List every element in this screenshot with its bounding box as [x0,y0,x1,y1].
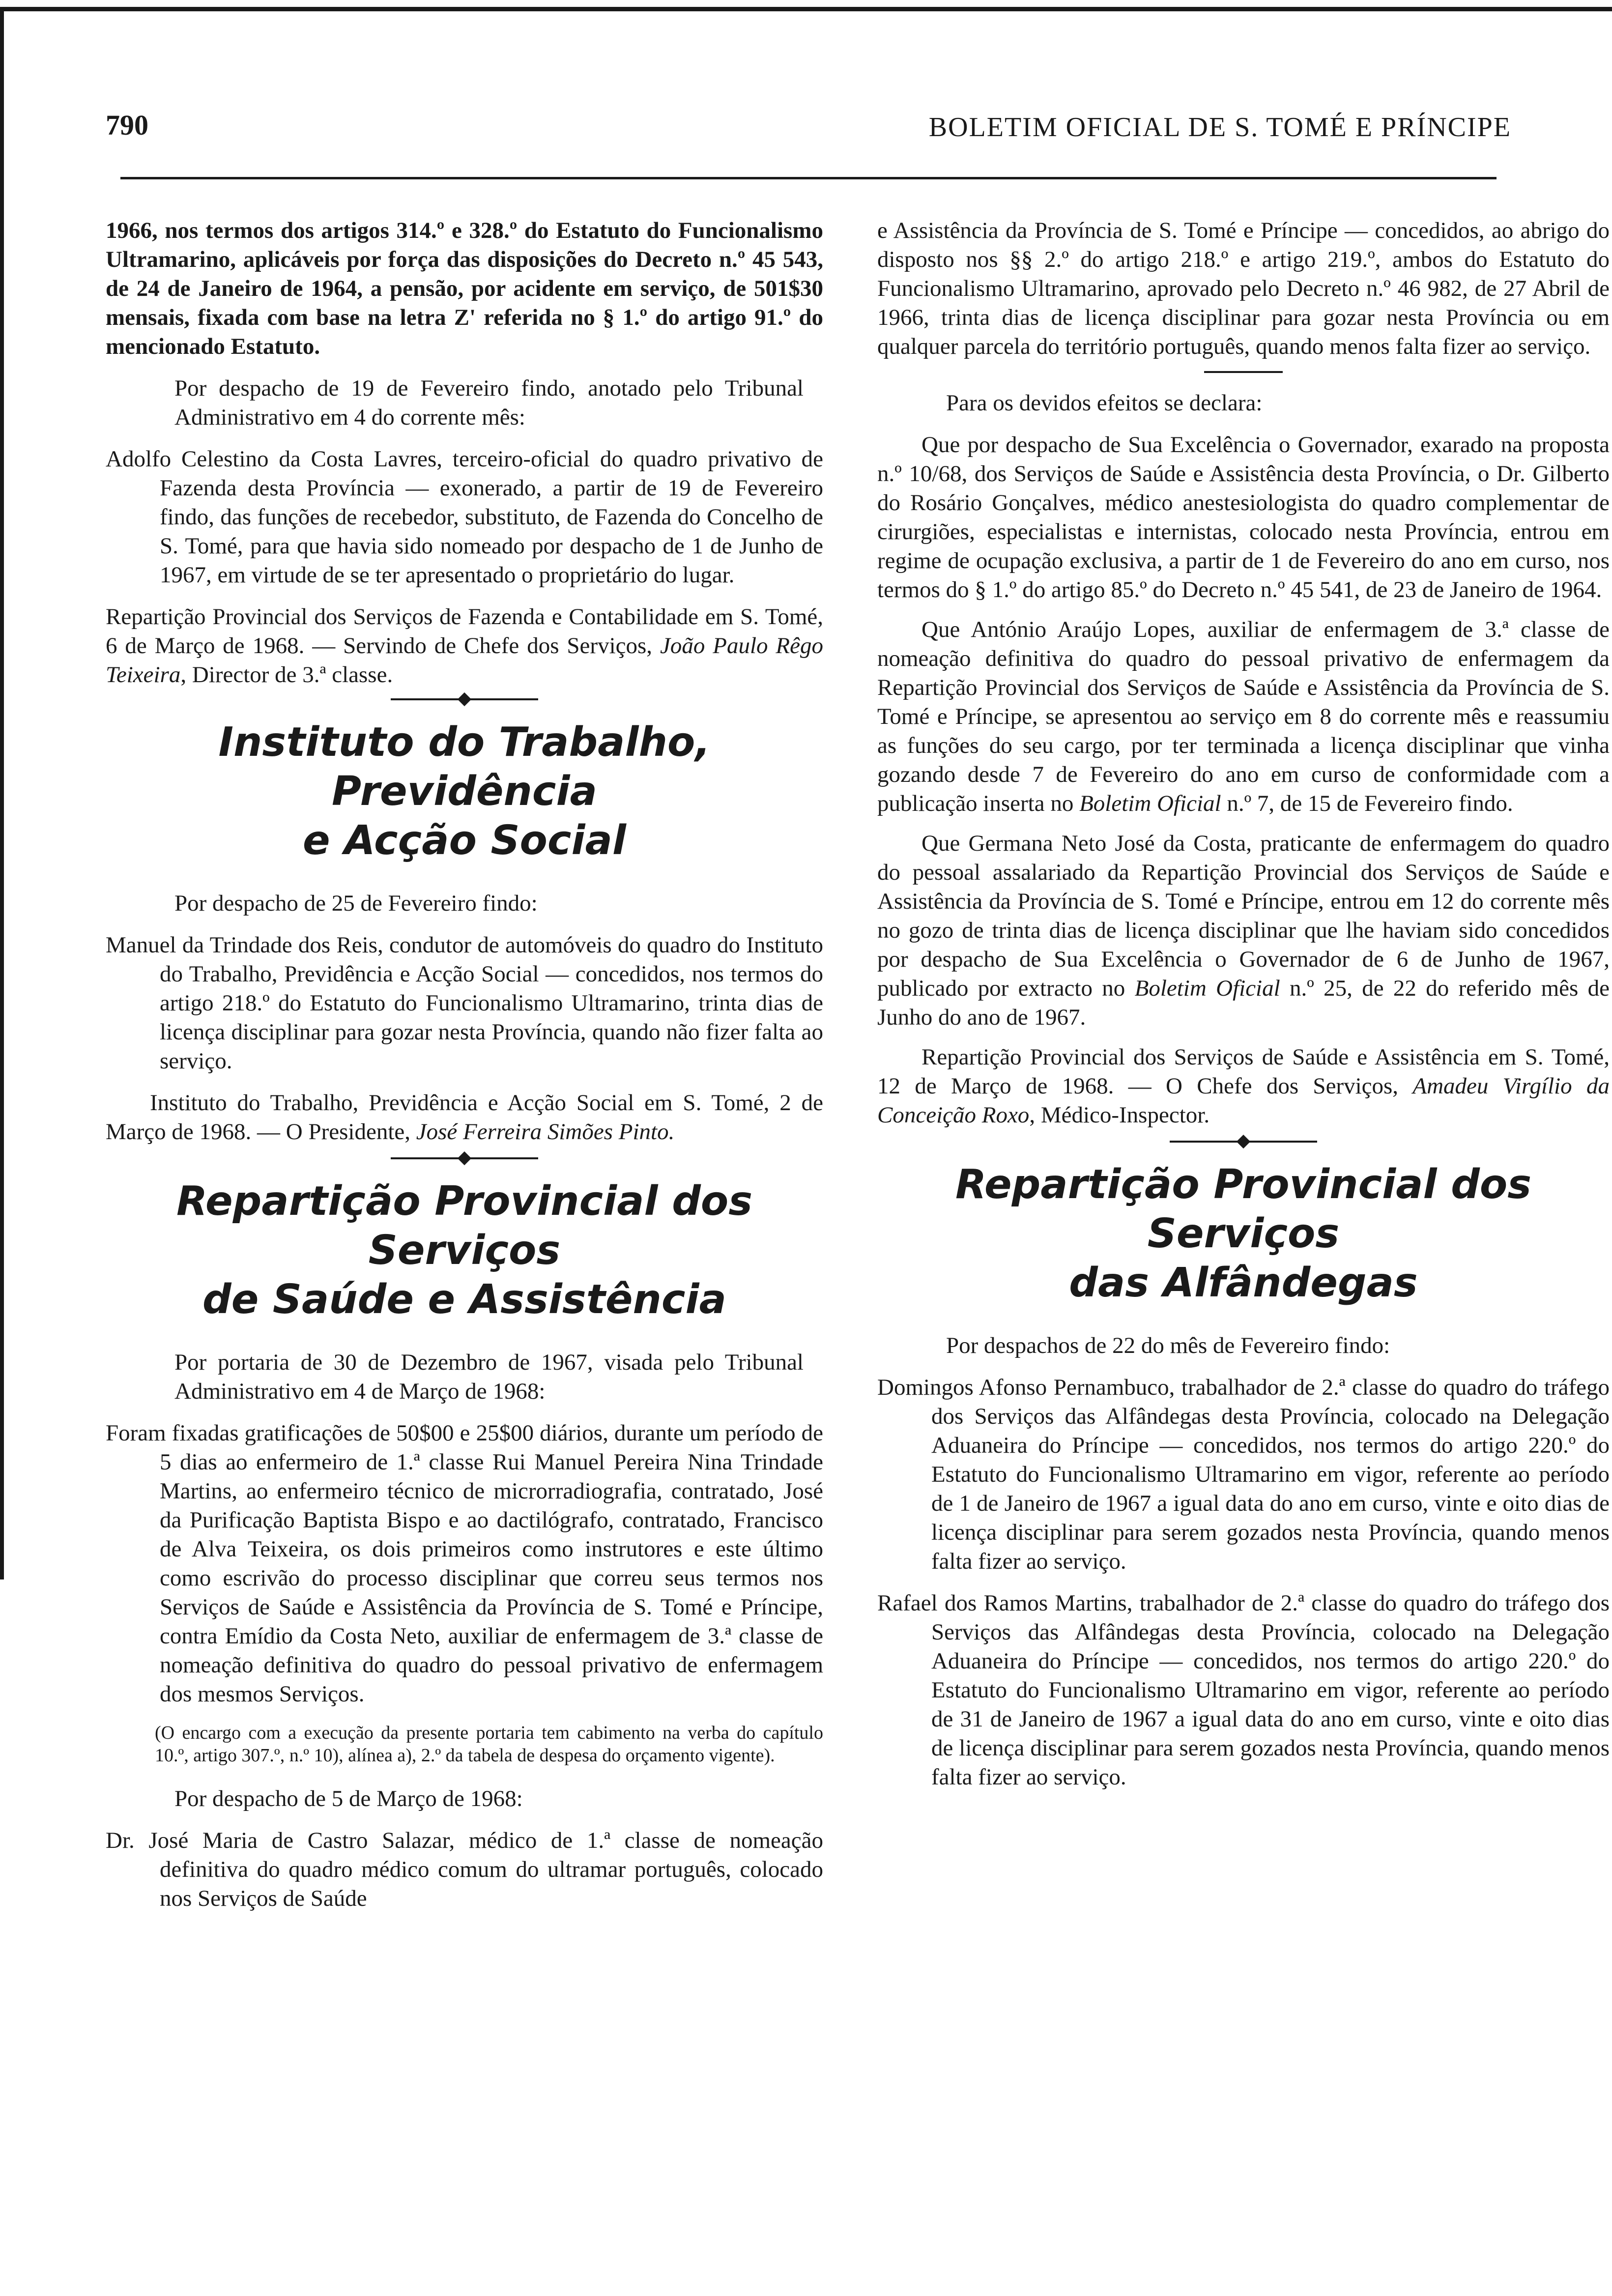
section-divider [1170,1141,1317,1143]
section-title-instituto-line1: Instituto do Trabalho, Previdência [218,719,711,815]
journal-title: BOLETIM OFICIAL DE S. TOMÉ E PRÍNCIPE [928,112,1511,143]
entry-germana-costa-tail: n.º 25, de 22 do referido mês de Junho do ano de 1967. [877,976,1610,1030]
signature-fazenda-tail: , Director de 3.ª classe. [180,662,393,688]
entry-germana-costa [877,829,1610,1032]
divider-diamond-icon [1237,1135,1250,1148]
despacho-intro-4: Por despacho de 5 de Março de 1968: [174,1786,523,1811]
entry-antonio-lopes-tail: n.º 7, de 15 de Fevereiro findo. [1221,791,1513,816]
signature-fazenda [106,603,823,689]
signature-fazenda-name: João Paulo Rêgo Teixeira [106,633,823,688]
section-title-saude-line1: Repartição Provincial dos Serviços [176,1178,753,1274]
entry-adolfo-lavres: Adolfo Celestino da Costa Lavres, terceiro-oficial do quadro privativo de Fazenda desta Província — exonerado, a partir de 19 de Fevereiro findo, das funções de recebedor, substituto, de Fazenda do Concelho de S. Tomé, para que havia sido nomeado por despacho de 1 de Junho de 1967, em virtude de se ter apresentado o proprietário do lugar. [106,446,823,588]
boletim-oficial-ref-2: Boletim Oficial [1134,976,1280,1001]
despachos-intro: Por despachos de 22 do mês de Fevereiro findo: [946,1333,1390,1358]
section-divider [391,698,538,700]
entry-manuel-reis: Manuel da Trindade dos Reis, condutor de automóveis do quadro do Instituto do Trabalho, Previdência e Acção Social — concedidos, nos termos do artigo 218.º do Estatuto do Funcionalismo Ultramarino, trinta dias de licença disciplinar para gozar nesta Província, quando não fizer falta ao serviço. [106,932,823,1074]
entry-antonio-lopes-text: Que António Araújo Lopes, auxiliar de enfermagem de 3.ª classe de nomeação definitiva do quadro do pessoal privativo de enfermagem da Repartição Provincial dos Serviços de Saúde e Assistência da Província de S. Tomé e Príncipe, se apresentou ao serviço em 8 do corrente mês e reassumiu as funções do seu cargo, por ter terminada a licença disciplinar que vinha gozando desde 7 de Fevereiro do ano em curso de conformidade com a publicação inserta no [877,617,1610,816]
portaria-intro: Por portaria de 30 de Dezembro de 1967, visada pelo Tribunal Administrativo em 4 de Março de 1968: [174,1349,804,1404]
salazar-continuation: e Assistência da Província de S. Tomé e Príncipe — concedidos, ao abrigo do disposto nos §§ 2.º do artigo 218.º e artigo 219.º, ambos do Estatuto do Funcionalismo Ultramarino, aprovado pelo Decreto n.º 46 982, de 27 Abril de 1966, trinta dias de licença disciplinar para gozar nesta Província ou em qualquer parcela do território português, quando menos falta fizer ao serviço. [877,218,1610,359]
despacho-intro-1: Por despacho de 19 de Fevereiro findo, anotado pelo Tribunal Administrativo em 4 do corrente mês: [174,375,804,430]
header-rule [120,177,1497,179]
entry-rafael-martins: Rafael dos Ramos Martins, trabalhador de 2.ª classe do quadro do tráfego dos Serviços das Alfândegas desta Província, colocado na Delegação Aduaneira do Príncipe — concedidos, nos termos do artigo 220.º do Estatuto do Funcionalismo Ultramarino em vigor, referente ao período de 31 de Janeiro de 1967 a igual data do ano em curso, vinte e oito dias de licença disciplinar para serem gozados nesta Província, quando menos falta fizer ao serviço. [877,1590,1610,1790]
signature-saude-tail: , Médico-Inspector. [1029,1102,1210,1128]
top-border-rule [0,7,1612,11]
left-border-rule [0,7,4,1579]
section-divider [391,1157,538,1159]
section-title-instituto-line2: e Acção Social [302,817,627,864]
page-number: 790 [106,109,148,141]
divider-diamond-icon [458,1151,471,1165]
entry-gratificacoes: Foram fixadas gratificações de 50$00 e 25$00 diários, durante um período de 5 dias ao enfermeiro de 1.ª classe Rui Manuel Pereira Nina Trindade Martins, ao enfermeiro técnico de microrradiografia, contratado, José da Purificação Baptista Bispo e ao dactilógrafo, contratado, Francisco de Alva Teixeira, os dois primeiros como instrutores e este último como escrivão do processo disciplinar que correu seus termos nos Serviços de Saúde e Assistência da Província de S. Tomé e Príncipe, contra Emídio da Costa Neto, auxiliar de enfermagem de 3.ª classe de nomeação definitiva do quadro do pessoal privativo de enfermagem dos mesmos Serviços. [106,1420,823,1707]
signature-instituto [106,1089,823,1147]
divider-diamond-icon [458,692,471,706]
entry-germana-costa-text: Que Germana Neto José da Costa, praticante de enfermagem do quadro do pessoal assalariado da Repartição Provincial dos Serviços de Saúde e Assistência da Província de S. Tomé e Príncipe, entrou em 12 do corrente mês no gozo de trinta dias de licença disciplinar que lhe haviam sido concedidos por despacho de Sua Excelência o Governador de 6 de Junho de 1967, publicado por extracto no [877,831,1610,1001]
signature-instituto-text: Instituto do Trabalho, Previdência e Acção Social em S. Tomé, 2 de Março de 1968. — O Presidente, [106,1090,823,1145]
section-title-saude-line2: de Saúde e Assistência [202,1276,726,1323]
entry-antonio-lopes [877,615,1610,818]
boletim-oficial-ref-1: Boletim Oficial [1079,791,1221,816]
signature-saude [877,1043,1610,1130]
page-header [106,106,1511,150]
signature-fazenda-text: Repartição Provincial dos Serviços de Fazenda e Contabilidade em S. Tomé, 6 de Março de 1968. — Servindo de Chefe dos Serviços, [106,604,823,659]
section-title-alfandegas-line2: das Alfândegas [1069,1260,1418,1306]
short-rule [1204,371,1283,373]
right-column [877,216,1610,1805]
entry-jose-salazar: Dr. José Maria de Castro Salazar, médico de 1.ª classe de nomeação definitiva do quadro médico comum do ultramar português, colocado nos Serviços de Saúde [106,1828,823,1911]
section-title-alfandegas [877,1160,1610,1308]
pension-paragraph: 1966, nos termos dos artigos 314.º e 328.º do Estatuto do Funcionalismo Ultramarino, aplicáveis por força das disposições do Decreto n.º 45 543, de 24 de Janeiro de 1964, a pensão, por acidente em serviço, de 501$30 mensais, fixada com base na letra Z' referida no § 1.º do artigo 91.º do mencionado Estatuto. [106,218,823,359]
left-column [106,216,823,1926]
signature-instituto-name: José Ferreira Simões Pinto. [416,1119,675,1145]
section-title-saude [106,1177,823,1324]
section-title-alfandegas-line1: Repartição Provincial dos Serviços [955,1161,1532,1257]
section-title-instituto [106,718,823,865]
signature-saude-text: Repartição Provincial dos Serviços de Saúde e Assistência em S. Tomé, 12 de Março de 1968. — O Chefe dos Serviços, [877,1044,1610,1099]
encargo-note: (O encargo com a execução da presente portaria tem cabimento na verba do capítulo 10.º, artigo 307.º, n.º 10), alínea a), 2.º da tabela de despesa do orçamento vigente). [155,1722,823,1766]
declara-intro: Para os devidos efeitos se declara: [946,390,1263,416]
signature-saude-name: Amadeu Virgílio da Conceição Roxo [877,1073,1610,1128]
entry-domingos-pernambuco: Domingos Afonso Pernambuco, trabalhador de 2.ª classe do quadro do tráfego dos Serviços das Alfândegas desta Província, colocado na Delegação Aduaneira do Príncipe — concedidos, nos termos do artigo 220.º do Estatuto do Funcionalismo Ultramarino em vigor, referente ao período de 1 de Janeiro de 1967 a igual data do ano em curso, vinte e oito dias de licença disciplinar para serem gozados nesta Província, quando menos falta fizer ao serviço. [877,1375,1610,1574]
entry-gilberto-goncalves: Que por despacho de Sua Excelência o Governador, exarado na proposta n.º 10/68, dos Serviços de Saúde e Assistência desta Província, o Dr. Gilberto do Rosário Gonçalves, médico anestesiologista do quadro complementar de cirurgiões, especialistas e internistas, colocado nesta Província, entrou em regime de ocupação exclusiva, a partir de 1 de Fevereiro do ano em curso, nos termos do § 1.º do artigo 85.º do Decreto n.º 45 541, de 23 de Janeiro de 1964. [877,432,1610,603]
despacho-intro-2: Por despacho de 25 de Fevereiro findo: [174,890,538,916]
